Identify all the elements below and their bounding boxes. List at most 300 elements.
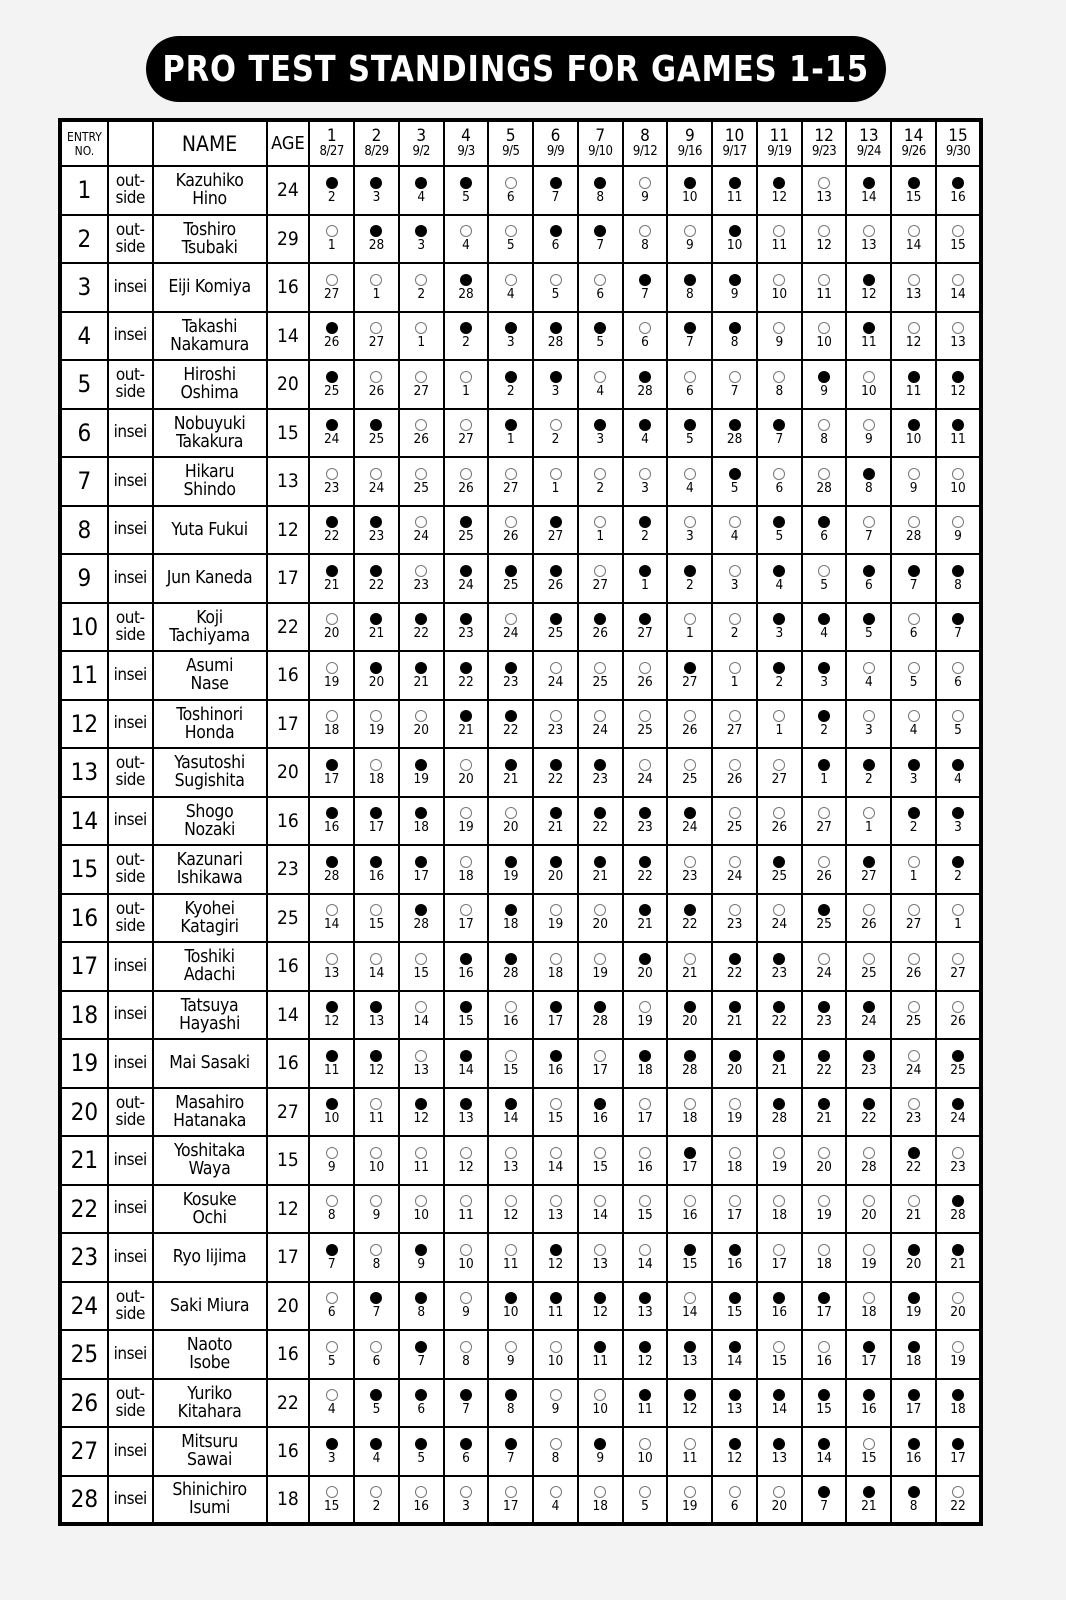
loss-stone-icon [505, 1341, 517, 1353]
player-type-line: side [115, 770, 145, 791]
table-row [60, 312, 981, 361]
game-result-cell [667, 263, 712, 312]
page-title: PRO TEST STANDINGS FOR GAMES 1-15 [162, 48, 870, 90]
opponent-number: 18 [503, 916, 519, 933]
opponent-number: 24 [637, 770, 653, 787]
win-stone-icon [370, 1438, 382, 1450]
game-result-cell [444, 894, 489, 943]
win-stone-icon [639, 419, 651, 431]
game-date: 9/30 [945, 144, 971, 159]
entry-number: 10 [60, 603, 108, 652]
game-result-cell [712, 748, 757, 797]
player-name-line: Asumi [185, 656, 234, 677]
opponent-number: 16 [637, 1158, 653, 1175]
opponent-number: 26 [458, 479, 474, 496]
entry-number: 8 [60, 506, 108, 555]
game-result-cell [354, 1476, 399, 1525]
player-name-line: Honda [184, 722, 235, 743]
entry-number: 17 [60, 942, 108, 991]
entry-number: 15 [60, 845, 108, 894]
opponent-number: 20 [503, 819, 519, 836]
loss-stone-icon [684, 1098, 696, 1110]
opponent-number: 1 [417, 334, 426, 351]
player-type [108, 651, 153, 700]
win-stone-icon [952, 177, 964, 189]
header-game-5 [488, 120, 533, 166]
opponent-number: 28 [592, 1013, 608, 1030]
opponent-number: 1 [954, 916, 962, 933]
game-result-cell [578, 797, 623, 846]
loss-stone-icon [773, 468, 785, 480]
opponent-number: 4 [327, 1401, 336, 1418]
player-type [108, 1282, 153, 1331]
opponent-number: 15 [726, 1304, 743, 1321]
game-date: 9/24 [856, 144, 881, 159]
game-result-cell [354, 1088, 399, 1137]
loss-stone-icon [639, 759, 651, 771]
opponent-number: 4 [954, 770, 962, 787]
entry-number: 16 [60, 894, 108, 943]
win-stone-icon [505, 759, 517, 771]
game-result-cell [667, 1088, 712, 1137]
loss-stone-icon [684, 1438, 696, 1450]
game-result-cell [354, 1233, 399, 1282]
loss-stone-icon [952, 1292, 964, 1304]
loss-stone-icon [505, 1001, 517, 1013]
game-result-cell [444, 1233, 489, 1282]
game-result-cell [936, 651, 981, 700]
opponent-number: 19 [547, 916, 564, 933]
win-stone-icon [863, 468, 875, 480]
table-row [60, 457, 981, 506]
game-result-cell [757, 797, 802, 846]
game-result-cell [757, 942, 802, 991]
game-number: 11 [769, 126, 790, 146]
opponent-number: 28 [726, 431, 743, 448]
game-result-cell [354, 1379, 399, 1428]
win-stone-icon [639, 371, 651, 383]
opponent-number: 11 [950, 431, 966, 448]
player-name [153, 894, 267, 943]
player-age: 17 [267, 700, 310, 749]
win-stone-icon [505, 1098, 517, 1110]
game-result-cell [936, 166, 981, 215]
loss-stone-icon [863, 662, 875, 674]
win-stone-icon [550, 1292, 562, 1304]
player-type [108, 700, 153, 749]
opponent-number: 17 [771, 1255, 788, 1272]
loss-stone-icon [639, 710, 651, 722]
game-result-cell [667, 797, 712, 846]
header-game-13 [846, 120, 891, 166]
game-result-cell [354, 409, 399, 458]
loss-stone-icon [550, 274, 562, 286]
game-result-cell [846, 1379, 891, 1428]
loss-stone-icon [729, 1195, 741, 1207]
game-result-cell [936, 312, 981, 361]
game-date: 9/23 [811, 144, 837, 159]
opponent-number: 2 [417, 285, 426, 302]
loss-stone-icon [415, 1050, 427, 1062]
win-stone-icon [594, 613, 606, 625]
game-result-cell [712, 506, 757, 555]
game-result-cell [623, 797, 668, 846]
player-name [153, 1282, 267, 1331]
win-stone-icon [863, 1341, 875, 1353]
table-row [60, 603, 981, 652]
opponent-number: 26 [592, 625, 608, 642]
player-type [108, 603, 153, 652]
opponent-number: 16 [861, 1401, 877, 1418]
game-result-cell [667, 360, 712, 409]
win-stone-icon [684, 274, 696, 286]
game-result-cell [667, 312, 712, 361]
opponent-number: 5 [730, 479, 739, 496]
opponent-number: 10 [592, 1401, 608, 1418]
game-result-cell [712, 603, 757, 652]
game-result-cell [444, 506, 489, 555]
player-name-line: Hikaru [184, 462, 235, 483]
game-result-cell [399, 1039, 444, 1088]
game-result-cell [846, 166, 891, 215]
loss-stone-icon [594, 662, 606, 674]
win-stone-icon [415, 613, 427, 625]
game-result-cell [578, 603, 623, 652]
win-stone-icon [460, 613, 472, 625]
win-stone-icon [460, 953, 472, 965]
game-result-cell [578, 457, 623, 506]
win-stone-icon [684, 1244, 696, 1256]
game-result-cell [802, 166, 847, 215]
player-name [153, 845, 267, 894]
win-stone-icon [594, 759, 606, 771]
loss-stone-icon [952, 1486, 964, 1498]
loss-stone-icon [326, 1195, 338, 1207]
game-result-cell [533, 506, 578, 555]
header-game-4 [444, 120, 489, 166]
opponent-number: 22 [950, 1497, 966, 1514]
loss-stone-icon [594, 1389, 606, 1401]
win-stone-icon [863, 565, 875, 577]
opponent-number: 23 [771, 964, 788, 981]
player-type-line: insei [113, 955, 147, 976]
game-result-cell [623, 1282, 668, 1331]
win-stone-icon [370, 1001, 382, 1013]
opponent-number: 18 [771, 1207, 788, 1224]
game-result-cell [533, 1330, 578, 1379]
opponent-number: 19 [905, 1304, 922, 1321]
game-result-cell [712, 360, 757, 409]
win-stone-icon [326, 322, 338, 334]
game-result-cell [533, 360, 578, 409]
opponent-number: 12 [323, 1013, 340, 1030]
player-type [108, 748, 153, 797]
game-result-cell [533, 457, 578, 506]
opponent-number: 15 [323, 1497, 340, 1514]
opponent-number: 27 [323, 285, 340, 302]
win-stone-icon [908, 419, 920, 431]
game-result-cell [667, 1282, 712, 1331]
opponent-number: 8 [641, 237, 649, 254]
opponent-number: 8 [596, 188, 605, 205]
table-row [60, 845, 981, 894]
opponent-number: 27 [682, 673, 698, 690]
loss-stone-icon [415, 419, 427, 431]
game-result-cell [309, 797, 354, 846]
game-result-cell [444, 942, 489, 991]
player-name [153, 991, 267, 1040]
win-stone-icon [594, 1292, 606, 1304]
player-age: 16 [267, 797, 310, 846]
opponent-number: 27 [413, 382, 429, 399]
win-stone-icon [550, 613, 562, 625]
loss-stone-icon [415, 516, 427, 528]
loss-stone-icon [908, 904, 920, 916]
game-result-cell [712, 1379, 757, 1428]
player-type [108, 1039, 153, 1088]
loss-stone-icon [550, 1147, 562, 1159]
win-stone-icon [952, 856, 964, 868]
game-result-cell [399, 1282, 444, 1331]
game-result-cell [712, 700, 757, 749]
loss-stone-icon [773, 807, 785, 819]
game-result-cell [667, 845, 712, 894]
win-stone-icon [505, 322, 517, 334]
player-name-line: Shogo [185, 801, 234, 822]
player-age: 20 [267, 360, 310, 409]
win-stone-icon [370, 1050, 382, 1062]
player-name [153, 1088, 267, 1137]
game-result-cell [399, 603, 444, 652]
opponent-number: 21 [861, 1497, 877, 1514]
opponent-number: 28 [682, 1061, 698, 1078]
game-result-cell [891, 1427, 936, 1476]
loss-stone-icon [505, 1050, 517, 1062]
player-name-line: Kyohei [184, 898, 235, 919]
player-name-line: Yuta Fukui [171, 519, 248, 540]
win-stone-icon [684, 1050, 696, 1062]
opponent-number: 11 [368, 1110, 385, 1127]
opponent-number: 6 [417, 1401, 426, 1418]
header-name: NAME [153, 120, 267, 166]
game-result-cell [712, 1136, 757, 1185]
opponent-number: 23 [637, 819, 653, 836]
win-stone-icon [773, 419, 785, 431]
opponent-number: 9 [506, 1352, 515, 1369]
opponent-number: 6 [685, 382, 694, 399]
player-type-line: out- [115, 219, 145, 240]
game-result-cell [488, 457, 533, 506]
game-date: 9/17 [722, 144, 747, 159]
win-stone-icon [818, 1389, 830, 1401]
loss-stone-icon [505, 1147, 517, 1159]
loss-stone-icon [952, 274, 964, 286]
opponent-number: 4 [417, 188, 426, 205]
loss-stone-icon [729, 807, 741, 819]
loss-stone-icon [505, 613, 517, 625]
win-stone-icon [550, 225, 562, 237]
loss-stone-icon [415, 1195, 427, 1207]
opponent-number: 4 [462, 237, 470, 254]
table-row [60, 1136, 981, 1185]
opponent-number: 11 [458, 1207, 474, 1224]
loss-stone-icon [550, 1098, 562, 1110]
opponent-number: 1 [596, 528, 605, 545]
loss-stone-icon [684, 468, 696, 480]
player-type-line: insei [113, 470, 147, 491]
opponent-number: 24 [413, 528, 429, 545]
win-stone-icon [773, 856, 785, 868]
game-result-cell [802, 991, 847, 1040]
opponent-number: 13 [905, 285, 922, 302]
loss-stone-icon [908, 1001, 920, 1013]
opponent-number: 3 [462, 1497, 470, 1514]
loss-stone-icon [863, 1244, 875, 1256]
entry-number: 2 [60, 215, 108, 264]
win-stone-icon [370, 419, 382, 431]
player-name [153, 651, 267, 700]
opponent-number: 21 [637, 916, 653, 933]
loss-stone-icon [505, 1195, 517, 1207]
game-result-cell [309, 845, 354, 894]
opponent-number: 9 [462, 1304, 470, 1321]
win-stone-icon [818, 371, 830, 383]
loss-stone-icon [370, 904, 382, 916]
game-date: 8/27 [319, 144, 344, 159]
opponent-number: 2 [820, 722, 828, 739]
game-result-cell [891, 360, 936, 409]
win-stone-icon [415, 1098, 427, 1110]
loss-stone-icon [415, 322, 427, 334]
game-result-cell [488, 845, 533, 894]
loss-stone-icon [908, 274, 920, 286]
win-stone-icon [684, 1147, 696, 1159]
player-age: 12 [267, 1185, 310, 1234]
opponent-number: 25 [368, 431, 385, 448]
game-result-cell [846, 263, 891, 312]
game-result-cell [309, 1476, 354, 1525]
opponent-number: 5 [372, 1401, 381, 1418]
opponent-number: 17 [368, 819, 385, 836]
game-result-cell [444, 1330, 489, 1379]
player-name [153, 748, 267, 797]
loss-stone-icon [326, 1341, 338, 1353]
game-result-cell [891, 1136, 936, 1185]
game-result-cell [757, 409, 802, 458]
player-type-line: insei [113, 1488, 147, 1509]
loss-stone-icon [684, 225, 696, 237]
game-result-cell [757, 1379, 802, 1428]
win-stone-icon [863, 274, 875, 286]
player-name-line: Koji [196, 607, 223, 628]
player-type-line: insei [113, 519, 147, 540]
game-number: 7 [595, 126, 606, 146]
opponent-number: 13 [503, 1158, 519, 1175]
opponent-number: 14 [413, 1013, 429, 1030]
opponent-number: 19 [637, 1013, 653, 1030]
game-result-cell [802, 1476, 847, 1525]
opponent-number: 15 [592, 1158, 608, 1175]
game-result-cell [757, 1476, 802, 1525]
player-name-line: Mai Sasaki [169, 1053, 250, 1074]
win-stone-icon [684, 1001, 696, 1013]
game-date: 9/9 [546, 144, 565, 159]
game-result-cell [623, 1427, 668, 1476]
opponent-number: 23 [905, 1110, 922, 1127]
player-name-line: Nase [190, 674, 229, 695]
game-result-cell [533, 942, 578, 991]
win-stone-icon [639, 1341, 651, 1353]
game-result-cell [802, 506, 847, 555]
opponent-number: 25 [503, 576, 519, 593]
opponent-number: 12 [413, 1110, 429, 1127]
win-stone-icon [773, 613, 785, 625]
opponent-number: 10 [861, 382, 877, 399]
loss-stone-icon [684, 1292, 696, 1304]
opponent-number: 19 [950, 1352, 966, 1369]
loss-stone-icon [684, 856, 696, 868]
game-result-cell [846, 1088, 891, 1137]
opponent-number: 3 [909, 770, 918, 787]
win-stone-icon [818, 1050, 830, 1062]
win-stone-icon [550, 177, 562, 189]
opponent-number: 14 [816, 1449, 832, 1466]
opponent-number: 1 [327, 237, 336, 254]
player-name-line: Ryo Iijima [172, 1247, 247, 1268]
game-result-cell [533, 409, 578, 458]
opponent-number: 8 [462, 1352, 470, 1369]
opponent-number: 5 [506, 237, 515, 254]
loss-stone-icon [594, 1244, 606, 1256]
game-result-cell [712, 215, 757, 264]
win-stone-icon [550, 1001, 562, 1013]
opponent-number: 4 [372, 1449, 381, 1466]
opponent-number: 20 [547, 867, 564, 884]
opponent-number: 14 [861, 188, 877, 205]
game-result-cell [936, 942, 981, 991]
game-result-cell [488, 166, 533, 215]
opponent-number: 7 [954, 625, 962, 642]
game-result-cell [578, 845, 623, 894]
loss-stone-icon [326, 662, 338, 674]
opponent-number: 2 [909, 819, 918, 836]
opponent-number: 18 [905, 1352, 922, 1369]
game-result-cell [802, 1379, 847, 1428]
opponent-number: 4 [909, 722, 918, 739]
loss-stone-icon [952, 1147, 964, 1159]
loss-stone-icon [818, 274, 830, 286]
opponent-number: 10 [950, 479, 966, 496]
player-name-line: Kazuhiko [175, 171, 244, 192]
loss-stone-icon [639, 1244, 651, 1256]
loss-stone-icon [818, 1195, 830, 1207]
win-stone-icon [908, 1438, 920, 1450]
player-name [153, 409, 267, 458]
win-stone-icon [415, 662, 427, 674]
player-type-line: insei [113, 422, 147, 443]
loss-stone-icon [415, 710, 427, 722]
game-result-cell [757, 1282, 802, 1331]
game-result-cell [399, 1088, 444, 1137]
game-result-cell [623, 506, 668, 555]
player-type-line: out- [115, 1383, 145, 1404]
loss-stone-icon [415, 953, 427, 965]
opponent-number: 4 [865, 673, 873, 690]
loss-stone-icon [460, 468, 472, 480]
opponent-number: 9 [372, 1207, 381, 1224]
loss-stone-icon [460, 1195, 472, 1207]
loss-stone-icon [684, 710, 696, 722]
